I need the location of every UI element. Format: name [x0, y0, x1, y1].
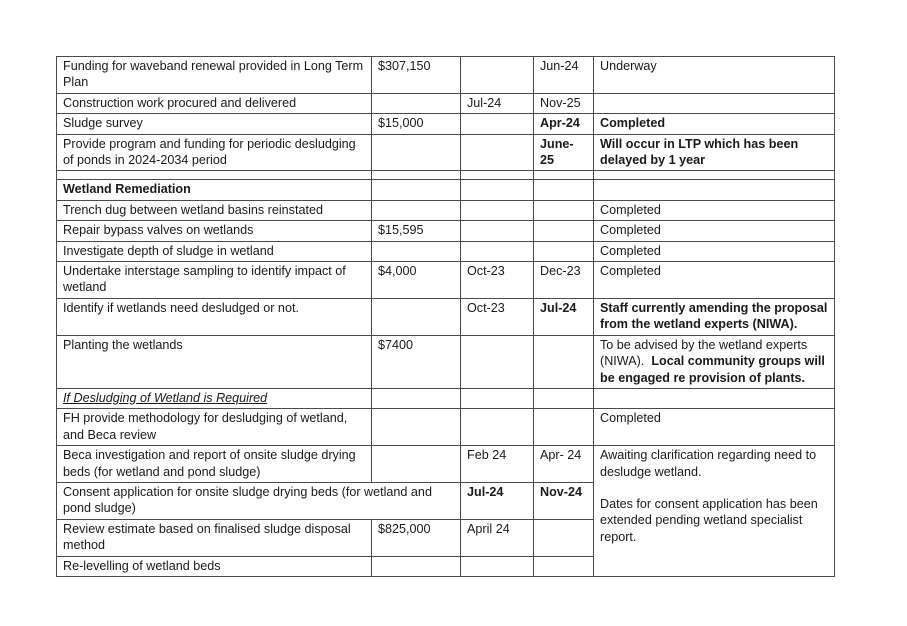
table-row: [57, 200, 835, 220]
empty-cell: [372, 388, 461, 408]
start-cell: [461, 556, 534, 576]
status-cell: Completed: [594, 241, 835, 261]
empty-cell: [594, 180, 835, 200]
start-cell: Feb 24: [461, 446, 534, 483]
end-cell: Nov-24: [534, 482, 594, 519]
status-cell: Completed: [594, 409, 835, 446]
start-cell: [461, 57, 534, 94]
empty-cell: [534, 180, 594, 200]
spacer-row: [57, 171, 835, 180]
end-cell: Nov-25: [534, 93, 594, 113]
end-cell: [534, 519, 594, 556]
empty-cell: [461, 171, 534, 180]
end-cell: Apr- 24: [534, 446, 594, 483]
task-cell: Construction work procured and delivered: [57, 93, 372, 113]
task-cell: Sludge survey: [57, 114, 372, 134]
start-cell: April 24: [461, 519, 534, 556]
table-row: [57, 446, 835, 483]
table-row: [57, 114, 835, 134]
task-cell: Beca investigation and report of onsite sludge drying beds (for wetland and pond sludge): [57, 446, 372, 483]
table-row: [57, 409, 835, 446]
task-cell: Identify if wetlands need desludged or not.: [57, 298, 372, 335]
cost-cell: [372, 409, 461, 446]
table-row: [57, 134, 835, 171]
end-cell: June-25: [534, 134, 594, 171]
subsection-heading-text: If Desludging of Wetland is Required: [63, 390, 268, 405]
start-cell: [461, 134, 534, 171]
start-cell: [461, 335, 534, 388]
task-cell: Provide program and funding for periodic desludging of ponds in 2024-2034 period: [57, 134, 372, 171]
subsection-row: [57, 388, 835, 408]
cost-cell: [372, 556, 461, 576]
status-cell: [594, 93, 835, 113]
end-cell: [534, 200, 594, 220]
status-cell: Completed: [594, 262, 835, 299]
task-cell: Investigate depth of sludge in wetland: [57, 241, 372, 261]
task-cell: FH provide methodology for desludging of wetland, and Beca review: [57, 409, 372, 446]
status-cell: Underway: [594, 57, 835, 94]
start-cell: [461, 241, 534, 261]
task-cell: Review estimate based on finalised sludge disposal method: [57, 519, 372, 556]
cost-cell: $4,000: [372, 262, 461, 299]
end-cell: Dec-23: [534, 262, 594, 299]
cost-cell: [372, 446, 461, 483]
cost-cell: [372, 134, 461, 171]
table-row: [57, 262, 835, 299]
task-cell: Consent application for onsite sludge drying beds (for wetland and pond sludge): [57, 482, 461, 519]
task-cell: Trench dug between wetland basins reinstated: [57, 200, 372, 220]
end-cell: [534, 221, 594, 241]
task-cell: Re-levelling of wetland beds: [57, 556, 372, 576]
start-cell: [461, 409, 534, 446]
end-cell: [534, 241, 594, 261]
end-cell: Jul-24: [534, 298, 594, 335]
status-emphasis: Local community groups will be engaged re provision of plants.: [600, 354, 825, 385]
task-cell: Planting the wetlands: [57, 335, 372, 388]
start-cell: Oct-23: [461, 298, 534, 335]
table-row: [57, 221, 835, 241]
end-cell: [534, 409, 594, 446]
table-row: [57, 57, 835, 94]
end-cell: [534, 556, 594, 576]
start-cell: Jul-24: [461, 93, 534, 113]
status-text: To be advised by the wetland experts (NIWA).: [600, 337, 808, 369]
project-status-table: [56, 56, 835, 577]
section-heading: Wetland Remediation: [57, 180, 372, 200]
empty-cell: [534, 388, 594, 408]
empty-cell: [57, 171, 372, 180]
cost-cell: $307,150: [372, 57, 461, 94]
status-cell: [594, 335, 835, 388]
empty-cell: [372, 171, 461, 180]
task-cell: Undertake interstage sampling to identify impact of wetland: [57, 262, 372, 299]
end-cell: Apr-24: [534, 114, 594, 134]
subsection-heading: [57, 388, 372, 408]
cost-cell: $15,595: [372, 221, 461, 241]
start-cell: [461, 200, 534, 220]
end-cell: Jun-24: [534, 57, 594, 94]
status-text: Awaiting clarification regarding need to desludge wetland.: [600, 448, 817, 479]
empty-cell: [594, 171, 835, 180]
table-row: [57, 335, 835, 388]
empty-cell: [461, 180, 534, 200]
start-cell: [461, 114, 534, 134]
table-row: [57, 298, 835, 335]
task-cell: Funding for waveband renewal provided in Long Term Plan: [57, 57, 372, 94]
empty-cell: [534, 171, 594, 180]
start-cell: [461, 221, 534, 241]
cost-cell: $825,000: [372, 519, 461, 556]
cost-cell: [372, 298, 461, 335]
cost-cell: [372, 93, 461, 113]
status-cell: Completed: [594, 114, 835, 134]
empty-cell: [461, 388, 534, 408]
start-cell: Jul-24: [461, 482, 534, 519]
cost-cell: $7400: [372, 335, 461, 388]
cost-cell: $15,000: [372, 114, 461, 134]
merged-status-cell: [594, 446, 835, 577]
table-row: [57, 241, 835, 261]
start-cell: Oct-23: [461, 262, 534, 299]
section-row: [57, 180, 835, 200]
empty-cell: [372, 180, 461, 200]
status-cell: Completed: [594, 200, 835, 220]
task-cell: Repair bypass valves on wetlands: [57, 221, 372, 241]
status-cell: Completed: [594, 221, 835, 241]
table-row: [57, 93, 835, 113]
cost-cell: [372, 241, 461, 261]
empty-cell: [594, 388, 835, 408]
status-text: Dates for consent application has been extended pending wetland specialist report.: [600, 496, 818, 544]
status-cell: Will occur in LTP which has been delayed by 1 year: [594, 134, 835, 171]
end-cell: [534, 335, 594, 388]
cost-cell: [372, 200, 461, 220]
status-cell: Staff currently amending the proposal from the wetland experts (NIWA).: [594, 298, 835, 335]
